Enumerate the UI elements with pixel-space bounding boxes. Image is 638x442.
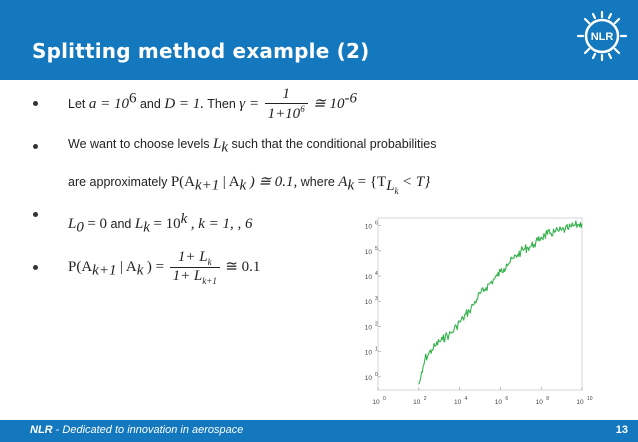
approx-exp: -6 [344, 90, 357, 107]
x-tick-label: 10 [576, 399, 584, 406]
L0-var: L [68, 216, 77, 233]
chart-container [340, 210, 593, 415]
cond-prob-sub1: k+1 [92, 262, 117, 279]
A-def-end: < T} [402, 174, 431, 190]
y-tick-label: 10 [364, 299, 372, 307]
x-tick-exponent: 4 [464, 396, 468, 402]
cond-prob-lhs: P(A [68, 258, 93, 275]
cond-prob-rhs: ≅ 0.1 [225, 258, 261, 275]
Lk-exp: k [180, 211, 188, 227]
T-sub-k: k [394, 185, 399, 196]
x-tick-exponent: 8 [546, 396, 549, 402]
y-tick-label: 10 [364, 374, 372, 382]
den-exp: 6 [300, 104, 305, 114]
y-tick-label: 10 [364, 223, 372, 231]
slide-header [0, 0, 638, 80]
a-exp: 6 [129, 90, 137, 107]
Lk-rhs: = 10 [153, 216, 181, 233]
y-tick-label: 10 [364, 248, 372, 256]
prob-sub2: k [239, 177, 247, 194]
then-word: Then [207, 96, 236, 111]
bullet-marker [33, 144, 38, 149]
cond-prob-fraction [170, 249, 220, 286]
x-tick-label: 10 [372, 399, 380, 406]
x-tick-exponent: 2 [423, 396, 427, 402]
bullet-marker [33, 212, 38, 217]
conditional-prob-text: such that the conditional probabilities [231, 137, 437, 151]
x-tick-label: 10 [494, 399, 503, 406]
y-tick-exponent: 0 [375, 371, 378, 378]
let-word: Let [68, 96, 86, 111]
L-var: L [213, 136, 222, 152]
footer-brand: NLR [30, 424, 53, 436]
fraction-denominator [265, 104, 308, 123]
num-text: 1+ L [177, 249, 208, 265]
and-word: and [139, 96, 161, 111]
x-tick-exponent: 6 [505, 396, 509, 402]
Lk-sub: k [143, 219, 150, 236]
where-word: where [300, 175, 335, 189]
x-tick-label: 10 [453, 399, 462, 406]
slide-footer [0, 420, 638, 442]
x-tick-exponent: 10 [587, 396, 593, 402]
nlr-logo-icon [574, 8, 630, 64]
footer-text [30, 424, 243, 436]
x-tick-label: 10 [413, 399, 421, 406]
y-tick-label: 10 [364, 273, 372, 281]
footer-tagline: - Dedicated to innovation in aerospace [52, 424, 244, 436]
Lk-var: L [134, 216, 144, 233]
bullet-2-line-2 [68, 172, 430, 196]
prob-end: ) ≅ 0.1, [249, 174, 298, 190]
d-expr: D = 1. [164, 95, 205, 112]
y-tick-exponent: 5 [375, 245, 378, 252]
prob-sub1: k+1 [195, 177, 220, 194]
and-word: and [110, 217, 132, 232]
prob-expr: P(A [170, 174, 196, 190]
gamma-lhs: γ = [239, 95, 260, 112]
choose-levels-text: We want to choose levels [68, 137, 210, 151]
cond-prob-mid: | A [119, 258, 137, 275]
bullet-4 [68, 249, 260, 286]
bullet-marker [33, 101, 38, 106]
y-tick-label: 10 [364, 349, 372, 357]
a-expr: a = 10 [88, 95, 129, 112]
L0-sub: 0 [76, 219, 84, 236]
den-sub: k+1 [202, 276, 217, 286]
bullet-3 [68, 211, 253, 237]
y-tick-exponent: 1 [375, 346, 378, 353]
y-tick-exponent: 4 [375, 270, 378, 277]
prob-mid: | A [222, 174, 240, 190]
A-def-rhs: = {T [357, 174, 387, 190]
series-line [419, 221, 582, 385]
slide-title: Splitting method example (2) [32, 39, 370, 63]
y-tick-label: 10 [364, 324, 372, 332]
fraction-numerator: 1 [265, 86, 308, 104]
gamma-fraction [265, 86, 308, 123]
loglog-chart [340, 210, 593, 415]
page-number: 13 [615, 424, 628, 436]
x-tick-label: 10 [535, 399, 543, 406]
cond-fraction-numerator [170, 249, 220, 268]
k-range: , k = 1, , 6 [190, 216, 253, 233]
plot-frame [378, 218, 582, 390]
A-def: A [338, 174, 348, 190]
bullet-2-line-1 [68, 136, 437, 157]
L0-rhs: = 0 [87, 216, 108, 233]
den-text: 1+ L [172, 268, 203, 284]
x-tick-exponent: 0 [383, 396, 386, 402]
L-sub: k [221, 139, 229, 156]
bullet-1 [68, 86, 357, 123]
bullet-marker [33, 265, 38, 270]
logo-text: NLR [590, 31, 614, 43]
cond-fraction-denominator [170, 268, 220, 286]
cond-prob-sub2: k [136, 262, 144, 279]
T-sub [386, 178, 398, 194]
den-base: 1+10 [267, 106, 301, 122]
approximately-text: are approximately [68, 175, 168, 189]
y-tick-exponent: 3 [375, 296, 378, 303]
A-def-sub: k [347, 177, 355, 194]
y-tick-exponent: 2 [375, 321, 378, 328]
y-tick-exponent: 6 [375, 220, 378, 227]
approx-value: ≅ 10 [313, 95, 345, 112]
num-sub: k [207, 257, 212, 267]
T-sub-L: L [386, 177, 395, 194]
cond-prob-end: ) = [146, 258, 165, 275]
